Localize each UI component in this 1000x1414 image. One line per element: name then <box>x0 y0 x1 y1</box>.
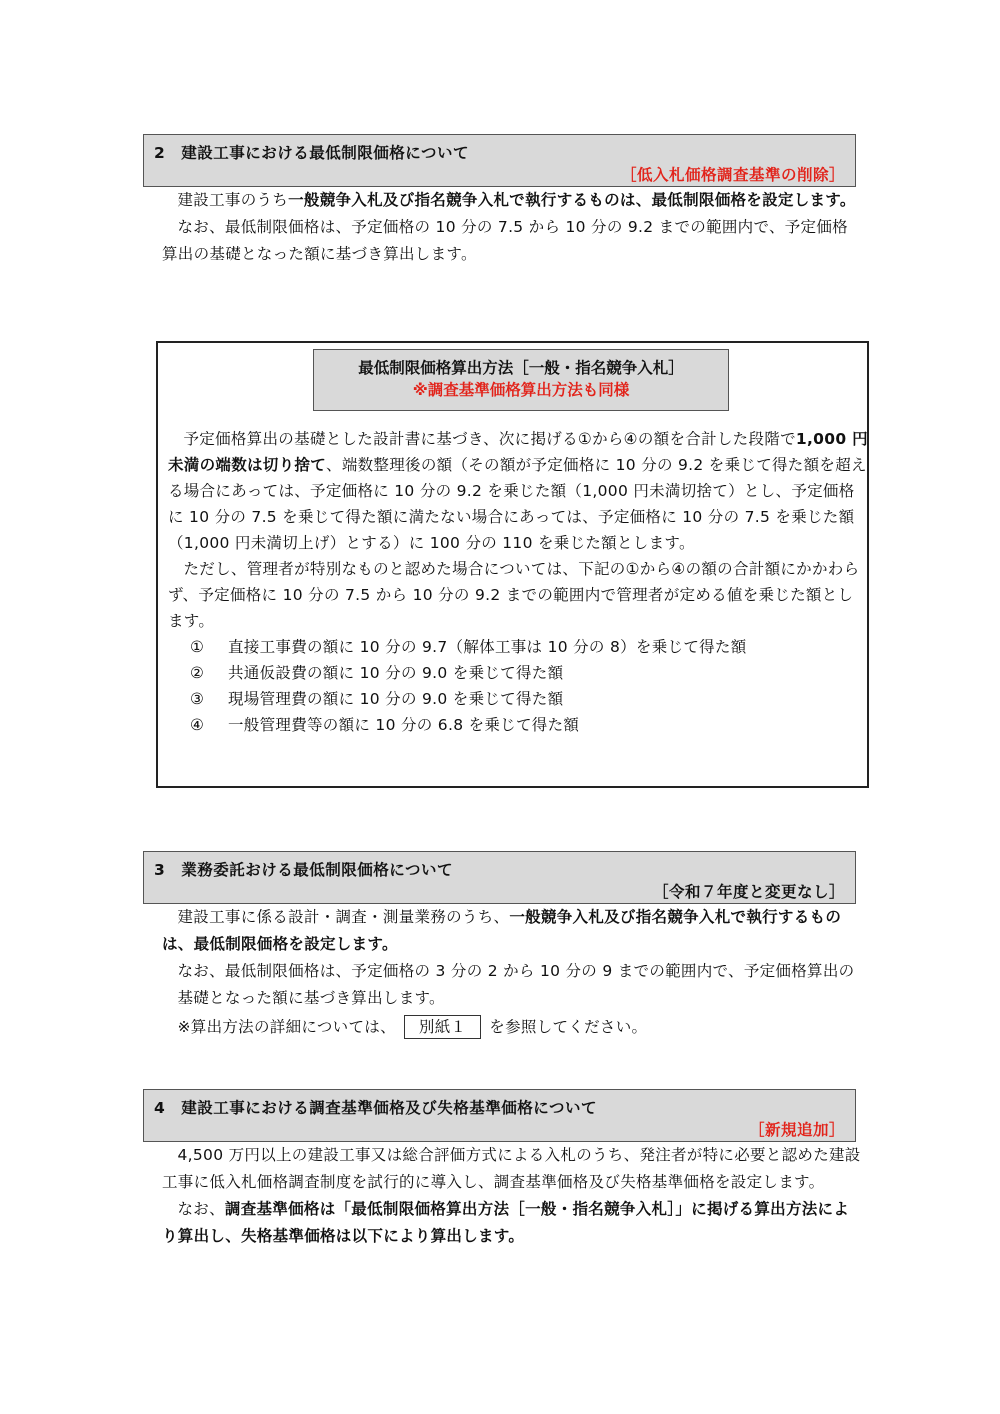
section-4-title: 4 建設工事における調査基準価格及び失格基準価格について <box>154 1099 597 1117</box>
list-item-text: 現場管理費の額に 10 分の 9.0 を乗じて得た額 <box>228 690 564 708</box>
box-p1-bold: 1,000 円未満の端数は切り捨て <box>168 430 868 474</box>
section-4-p2-bold: 調査基準価格は「最低制限価格算出方法［一般・指名競争入札］」に掲げる算出方法により算出し、失格基準価格は以下により算出します。 <box>162 1200 850 1245</box>
attachment-1-reference: 別紙１ <box>404 1015 481 1039</box>
list-item-number: ② <box>190 664 205 682</box>
list-item-text: 直接工事費の額に 10 分の 9.7（解体工事は 10 分の 8）を乗じて得た額 <box>228 638 747 656</box>
list-item <box>168 712 868 738</box>
section-3-p3-b: を参照してください。 <box>489 1018 648 1036</box>
calculation-method-box <box>156 341 869 788</box>
section-3-title: 3 業務委託おける最低制限価格について <box>154 861 453 879</box>
section-2-title: 2 建設工事における最低制限価格について <box>154 144 469 162</box>
box-p1-c: 、端数整理後の額（その額が予定価格に 10 分の 9.2 を乗じて得た額を超える場合にあっては、予定価格に 10 分の 9.2 を乗じた額（1,000 円未満切捨て）とし、予定価格に 10 分の 7.5 を乗じて得た額に満たない場合にあっては、予定価格に 10 分の 7.5 を乗じた額（1,000 円未満切上げ）とする）に 100 分の 110 を乗じた額とします。 <box>168 456 867 552</box>
section-4-paragraph-2 <box>162 1196 862 1250</box>
list-item-number: ④ <box>190 716 205 734</box>
calculation-method-title: 最低制限価格算出方法［一般・指名競争入札］ <box>358 359 684 377</box>
section-2-header <box>143 134 856 187</box>
section-2-paragraph-1 <box>162 187 862 214</box>
section-3-header <box>143 851 856 904</box>
list-item-text: 一般管理費等の額に 10 分の 6.8 を乗じて得た額 <box>228 716 580 734</box>
section-3-p3-a: ※算出方法の詳細については、 <box>177 1018 396 1036</box>
section-3-p1-normal: 建設工事に係る設計・調査・測量業務のうち、 <box>177 908 510 926</box>
section-2-paragraph-2: なお、最低制限価格は、予定価格の 10 分の 7.5 から 10 分の 9.2 までの範囲内で、予定価格算出の基礎となった額に基づき算出します。 <box>162 218 848 263</box>
box-paragraph-1 <box>168 426 868 556</box>
section-4-tag: ［新規追加］ <box>748 1121 845 1139</box>
calculation-method-header <box>313 349 729 411</box>
list-item <box>168 686 868 712</box>
section-2-tag: ［低入札価格調査基準の削除］ <box>620 166 845 184</box>
list-item <box>168 634 868 660</box>
calculation-method-body <box>168 426 868 738</box>
box-p1-a: 予定価格算出の基礎とした設計書に基づき、次に掲げる①から④の額を合計した段階で <box>183 430 796 448</box>
section-4-p2-normal: なお、 <box>177 1200 225 1218</box>
calculation-method-subtitle: ※調査基準価格算出方法も同様 <box>412 381 630 399</box>
section-3-paragraph-3 <box>162 1014 862 1041</box>
section-3-body <box>162 904 862 1041</box>
list-item <box>168 660 868 686</box>
section-3-paragraph-2: なお、最低制限価格は、予定価格の 3 分の 2 から 10 分の 9 までの範囲内で、予定価格算出の基礎となった額に基づき算出します。 <box>177 962 855 1007</box>
section-2-body <box>162 187 862 268</box>
section-3-p1-bold: 一般競争入札及び指名競争入札で執行するものは、最低制限価格を設定します。 <box>162 908 842 953</box>
section-4-body <box>162 1142 862 1250</box>
section-4-header <box>143 1089 856 1142</box>
section-3-paragraph-1 <box>162 904 862 958</box>
section-3-tag: ［令和７年度と変更なし］ <box>652 883 845 901</box>
box-paragraph-2: ただし、管理者が特別なものと認めた場合については、下記の①から④の額の合計額にかかわらず、予定価格に 10 分の 7.5 から 10 分の 9.2 までの範囲内で管理者が定める値を乗じた額とします。 <box>168 560 860 630</box>
section-2-p1-bold: 一般競争入札及び指名競争入札で執行するものは、最低制限価格を設定します。 <box>288 191 856 209</box>
section-2-p1-normal: 建設工事のうち <box>177 191 289 209</box>
list-item-text: 共通仮設費の額に 10 分の 9.0 を乗じて得た額 <box>228 664 564 682</box>
section-4-paragraph-1: 4,500 万円以上の建設工事又は総合評価方式による入札のうち、発注者が特に必要と認めた建設工事に低入札価格調査制度を試行的に導入し、調査基準価格及び失格基準価格を設定します。 <box>162 1146 861 1191</box>
list-item-number: ③ <box>190 690 205 708</box>
list-item-number: ① <box>190 638 205 656</box>
